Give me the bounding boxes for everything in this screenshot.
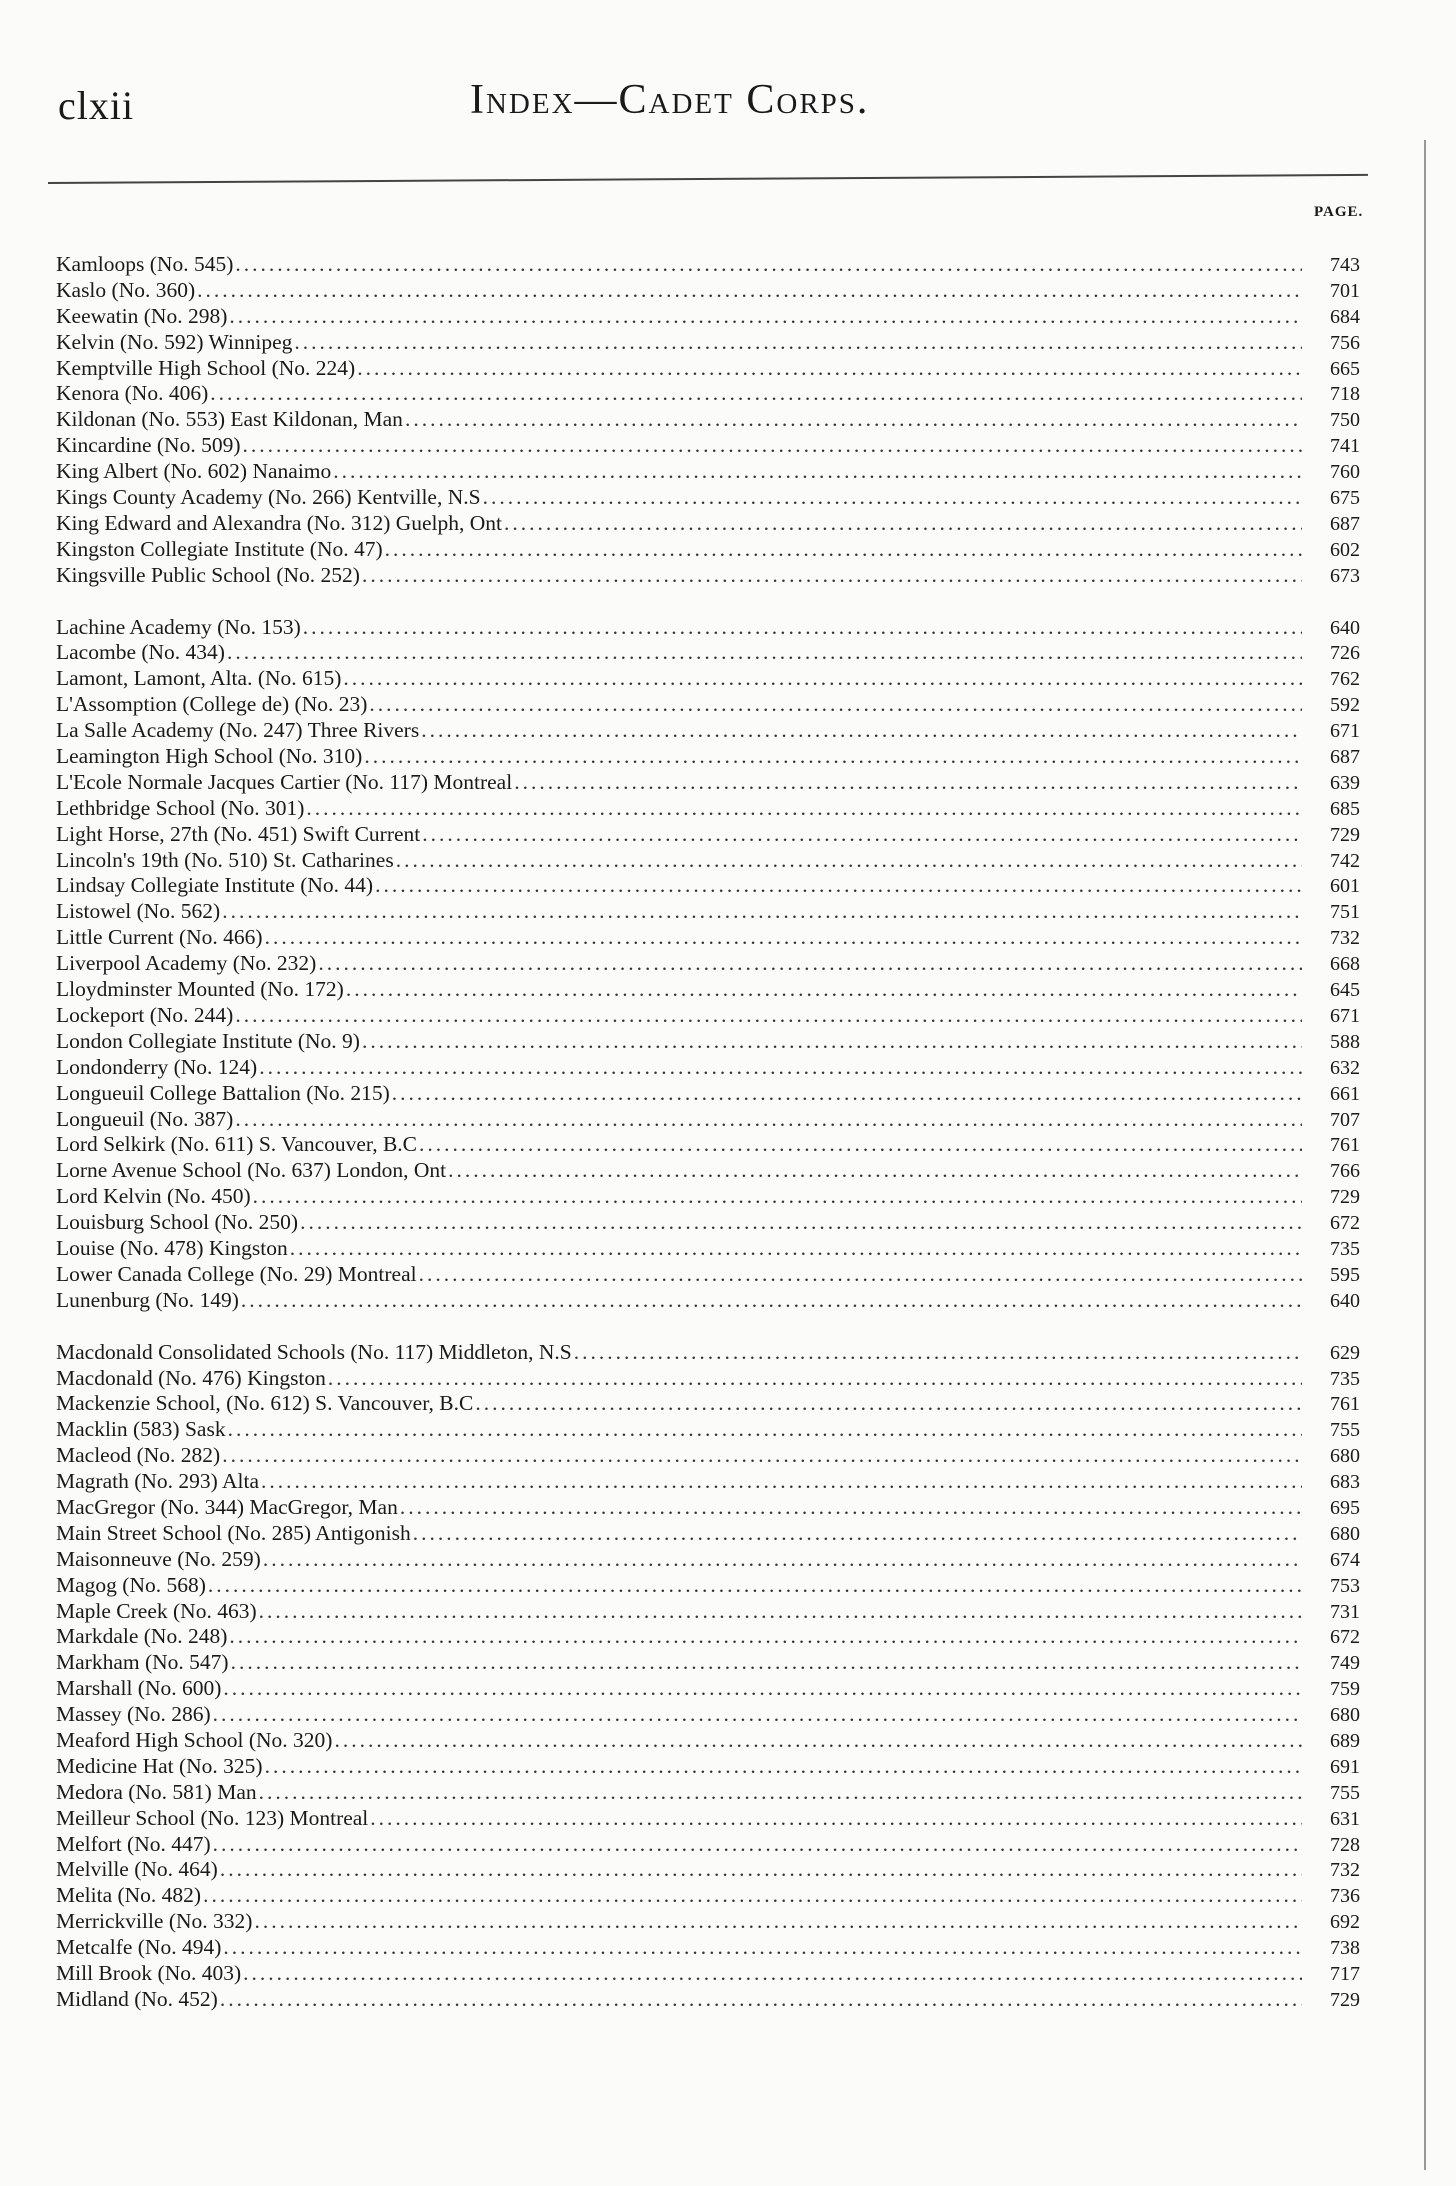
dot-leader (385, 537, 1302, 563)
index-entry (56, 615, 1360, 641)
entry-page-number: 755 (1330, 1781, 1360, 1804)
entry-name: Lorne Avenue School (No. 637) London, Ont (56, 1158, 447, 1183)
index-entry (56, 744, 1360, 770)
entry-page-number: 632 (1330, 1056, 1360, 1079)
entry-name: Lord Kelvin (No. 450) (56, 1184, 251, 1209)
entry-page-number: 759 (1330, 1678, 1360, 1701)
index-entry (56, 537, 1360, 563)
dot-leader (243, 1961, 1302, 1987)
dot-leader (514, 770, 1302, 796)
dot-leader (290, 1236, 1302, 1262)
page-title: Index—Cadet Corps. (470, 77, 870, 123)
index-entry (56, 1676, 1360, 1702)
entry-page-number: 750 (1330, 409, 1360, 432)
entry-page-number: 726 (1330, 642, 1360, 665)
entry-page-number: 673 (1330, 564, 1360, 587)
entry-name: MacGregor (No. 344) MacGregor, Man (56, 1494, 398, 1519)
entry-page-number: 753 (1330, 1574, 1360, 1597)
entry-page-number: 672 (1330, 1212, 1360, 1235)
entry-page-number: 761 (1330, 1134, 1360, 1157)
entry-page-number: 701 (1330, 279, 1360, 302)
entry-name: Markham (No. 547) (56, 1650, 229, 1675)
entry-name: Lower Canada College (No. 29) Montreal (56, 1261, 417, 1286)
entry-page-number: 751 (1330, 901, 1360, 924)
dot-leader (483, 485, 1302, 511)
entry-name: Kamloops (No. 545) (56, 252, 234, 276)
index-entry (56, 1469, 1360, 1495)
entry-name: Markdale (No. 248) (56, 1624, 228, 1649)
index-entry (56, 1754, 1360, 1780)
entry-page-number: 766 (1330, 1160, 1360, 1183)
dot-leader (223, 1935, 1302, 1961)
dot-leader (241, 1288, 1302, 1314)
index-entry (56, 899, 1360, 925)
entry-name: Lamont, Lamont, Alta. (No. 615) (56, 666, 342, 691)
index-entry (56, 1573, 1360, 1599)
entry-name: Kildonan (No. 553) East Kildonan, Man (56, 407, 403, 432)
page-number: clxii (58, 83, 135, 128)
entry-page-number: 640 (1330, 1289, 1360, 1312)
entry-page-number: 691 (1330, 1755, 1360, 1778)
entry-name: Melita (No. 482) (56, 1883, 202, 1908)
entry-page-number: 661 (1330, 1082, 1360, 1105)
dot-leader (504, 511, 1302, 537)
entry-page-number: 755 (1330, 1419, 1360, 1442)
entry-name: Macleod (No. 282) (56, 1443, 221, 1468)
entry-name: Medicine Hat (No. 325) (56, 1753, 263, 1778)
dot-leader (259, 1055, 1302, 1081)
entry-page-number: 742 (1330, 849, 1360, 872)
dot-leader (318, 951, 1302, 977)
entry-name: Massey (No. 286) (56, 1702, 211, 1727)
entry-page-number: 592 (1330, 694, 1360, 717)
entry-name: Kingsville Public School (No. 252) (56, 562, 360, 587)
index-entry (56, 1624, 1360, 1650)
dot-leader (220, 1987, 1302, 2013)
entry-name: Kingston Collegiate Institute (No. 47) (56, 536, 383, 561)
index-entry (56, 873, 1360, 899)
index-entry (56, 252, 1360, 278)
entry-name: Magog (No. 568) (56, 1572, 206, 1597)
index-entry (56, 330, 1360, 356)
entry-name: L'Assomption (College de) (No. 23) (56, 692, 368, 717)
dot-leader (392, 1081, 1302, 1107)
entry-page-number: 680 (1330, 1522, 1360, 1545)
entry-page-number: 680 (1330, 1445, 1360, 1468)
entry-name: La Salle Academy (No. 247) Three Rivers (56, 718, 420, 743)
index-entry (56, 640, 1360, 666)
entry-page-number: 735 (1330, 1367, 1360, 1390)
index-entry (56, 381, 1360, 407)
entry-name: Maisonneuve (No. 259) (56, 1546, 261, 1571)
index-entry (56, 1132, 1360, 1158)
dot-leader (203, 1883, 1302, 1909)
dot-leader (405, 407, 1302, 433)
entry-name: Kaslo (No. 360) (56, 277, 196, 302)
dot-leader (475, 1391, 1302, 1417)
page-column-label: PAGE. (1314, 204, 1364, 220)
index-entry (56, 356, 1360, 382)
entry-name: Lachine Academy (No. 153) (56, 614, 301, 639)
dot-leader (227, 640, 1302, 666)
entry-name: King Albert (No. 602) Nanaimo (56, 459, 332, 484)
entry-name: Main Street School (No. 285) Antigonish (56, 1520, 411, 1545)
entry-name: Metcalfe (No. 494) (56, 1935, 222, 1960)
dot-leader (223, 1676, 1302, 1702)
dot-leader (235, 252, 1302, 278)
entry-page-number: 640 (1330, 616, 1360, 639)
index-entry (56, 1521, 1360, 1547)
entry-name: Magrath (No. 293) Alta (56, 1469, 260, 1494)
entry-page-number: 729 (1330, 1186, 1360, 1209)
index-entry (56, 1003, 1360, 1029)
entry-name: Maple Creek (No. 463) (56, 1598, 257, 1623)
entry-page-number: 684 (1330, 305, 1360, 328)
index-entry (56, 1210, 1360, 1236)
entry-page-number: 602 (1330, 538, 1360, 561)
entry-name: Meilleur School (No. 123) Montreal (56, 1805, 369, 1830)
entry-page-number: 718 (1330, 383, 1360, 406)
dot-leader (419, 1262, 1302, 1288)
entry-page-number: 692 (1330, 1911, 1360, 1934)
dot-leader (300, 1210, 1302, 1236)
index-entry (56, 1340, 1360, 1366)
entry-name: Longueuil College Battalion (No. 215) (56, 1080, 390, 1105)
index-entry (56, 1650, 1360, 1676)
entry-page-number: 685 (1330, 797, 1360, 820)
index-entry (56, 1909, 1360, 1935)
index-entry (56, 666, 1360, 692)
index-entry (56, 1184, 1360, 1210)
dot-leader (229, 304, 1302, 330)
index-entry (56, 278, 1360, 304)
dot-leader (328, 1366, 1302, 1392)
dot-leader (421, 718, 1302, 744)
entry-page-number: 689 (1330, 1729, 1360, 1752)
dot-leader (220, 1857, 1302, 1883)
dot-leader (197, 278, 1302, 304)
index-entry (56, 1391, 1360, 1417)
dot-leader (254, 1909, 1302, 1935)
dot-leader (364, 744, 1302, 770)
index-entry (56, 1883, 1360, 1909)
entry-page-number: 595 (1330, 1263, 1360, 1286)
entry-page-number: 743 (1330, 254, 1360, 276)
dot-leader (263, 1547, 1302, 1573)
index-entry (56, 563, 1360, 589)
entry-page-number: 695 (1330, 1496, 1360, 1519)
dot-leader (265, 925, 1302, 951)
index-entry (56, 1288, 1360, 1314)
dot-leader (210, 381, 1302, 407)
entry-page-number: 729 (1330, 823, 1360, 846)
dot-leader (235, 1107, 1302, 1133)
entry-name: Macdonald Consolidated Schools (No. 117) Middleton, N.S (56, 1339, 572, 1364)
dot-leader (265, 1754, 1302, 1780)
entry-name: Macklin (583) Sask (56, 1417, 226, 1442)
entry-name: Louisburg School (No. 250) (56, 1210, 299, 1235)
index-entry (56, 1780, 1360, 1806)
dot-leader (253, 1184, 1302, 1210)
entry-name: Little Current (No. 466) (56, 925, 263, 950)
entry-name: Keewatin (No. 298) (56, 303, 228, 328)
entry-page-number: 639 (1330, 771, 1360, 794)
entry-page-number: 588 (1330, 1030, 1360, 1053)
dot-leader (222, 899, 1302, 925)
entry-name: Louise (No. 478) Kingston (56, 1235, 288, 1260)
entry-name: Meaford High School (No. 320) (56, 1727, 333, 1752)
index-entry (56, 692, 1360, 718)
entry-name: Marshall (No. 600) (56, 1676, 222, 1701)
dot-leader (362, 1029, 1302, 1055)
index-entry (56, 1702, 1360, 1728)
entry-page-number: 741 (1330, 435, 1360, 458)
dot-leader (343, 666, 1302, 692)
section-gap (56, 1314, 1360, 1340)
entry-page-number: 675 (1330, 487, 1360, 510)
entry-name: Lacombe (No. 434) (56, 640, 225, 665)
entry-name: Listowel (No. 562) (56, 899, 221, 924)
entry-name: Mackenzie School, (No. 612) S. Vancouver, B.C (56, 1391, 474, 1416)
entry-page-number: 738 (1330, 1937, 1360, 1960)
dot-leader (574, 1340, 1302, 1366)
entry-page-number: 629 (1330, 1341, 1360, 1364)
dot-leader (306, 796, 1302, 822)
entry-page-number: 631 (1330, 1807, 1360, 1830)
index-entry (56, 1806, 1360, 1832)
entry-name: Medora (No. 581) Man (56, 1779, 257, 1804)
index-entry (56, 407, 1360, 433)
entry-page-number: 671 (1330, 1004, 1360, 1027)
entry-page-number: 732 (1330, 927, 1360, 950)
entry-name: Lloydminster Mounted (No. 172) (56, 977, 344, 1002)
index-entry (56, 718, 1360, 744)
entry-page-number: 668 (1330, 953, 1360, 976)
entry-page-number: 736 (1330, 1885, 1360, 1908)
entry-name: Liverpool Academy (No. 232) (56, 951, 317, 976)
entry-page-number: 729 (1330, 1988, 1360, 2011)
entry-page-number: 707 (1330, 1108, 1360, 1131)
dot-leader (242, 433, 1302, 459)
index-entry (56, 1236, 1360, 1262)
index-entry (56, 433, 1360, 459)
entry-name: Lindsay Collegiate Institute (No. 44) (56, 873, 374, 898)
dot-leader (362, 563, 1302, 589)
dot-leader (357, 356, 1302, 382)
index-entry (56, 1857, 1360, 1883)
index-entry (56, 1599, 1360, 1625)
entry-name: Londonderry (No. 124) (56, 1054, 258, 1079)
section-gap (56, 589, 1360, 615)
index-entry (56, 1443, 1360, 1469)
header-rule (48, 174, 1368, 184)
dot-leader (303, 615, 1302, 641)
index-entry (56, 1417, 1360, 1443)
index-entry (56, 951, 1360, 977)
entry-name: Lethbridge School (No. 301) (56, 795, 305, 820)
index-entry (56, 459, 1360, 485)
dot-leader (235, 1003, 1302, 1029)
dot-leader (413, 1521, 1302, 1547)
index-list (56, 252, 1360, 2013)
entry-name: Midland (No. 452) (56, 1986, 218, 2011)
index-entry (56, 770, 1360, 796)
entry-name: Melville (No. 464) (56, 1857, 218, 1882)
entry-page-number: 683 (1330, 1471, 1360, 1494)
dot-leader (208, 1573, 1302, 1599)
entry-page-number: 645 (1330, 979, 1360, 1002)
index-entry (56, 822, 1360, 848)
dot-leader (231, 1650, 1302, 1676)
entry-name: L'Ecole Normale Jacques Cartier (No. 117) Montreal (56, 769, 513, 794)
entry-page-number: 717 (1330, 1963, 1360, 1985)
entry-name: Light Horse, 27th (No. 451) Swift Current (56, 821, 421, 846)
index-entry (56, 1987, 1360, 2013)
entry-page-number: 680 (1330, 1704, 1360, 1727)
dot-leader (228, 1417, 1302, 1443)
index-entry (56, 977, 1360, 1003)
index-entry (56, 796, 1360, 822)
index-entry (56, 1366, 1360, 1392)
entry-name: London Collegiate Institute (No. 9) (56, 1028, 360, 1053)
index-entry (56, 1961, 1360, 1987)
dot-leader (448, 1158, 1302, 1184)
index-entry (56, 304, 1360, 330)
entry-name: Lincoln's 19th (No. 510) St. Catharines (56, 847, 394, 872)
dot-leader (333, 459, 1302, 485)
entry-page-number: 762 (1330, 668, 1360, 691)
index-entry (56, 485, 1360, 511)
page-edge-line (1424, 140, 1426, 2170)
dot-leader (213, 1832, 1302, 1858)
entry-page-number: 756 (1330, 331, 1360, 354)
entry-name: Lunenburg (No. 149) (56, 1287, 239, 1312)
dot-leader (419, 1132, 1302, 1158)
dot-leader (294, 330, 1302, 356)
entry-name: Macdonald (No. 476) Kingston (56, 1365, 326, 1390)
dot-leader (346, 977, 1302, 1003)
entry-name: Lockeport (No. 244) (56, 1002, 234, 1027)
index-entry (56, 1728, 1360, 1754)
entry-name: Longueuil (No. 387) (56, 1106, 234, 1131)
entry-name: Kemptville High School (No. 224) (56, 355, 356, 380)
dot-leader (369, 692, 1302, 718)
index-entry (56, 1029, 1360, 1055)
entry-name: Kelvin (No. 592) Winnipeg (56, 329, 293, 354)
index-entry (56, 1081, 1360, 1107)
entry-page-number: 731 (1330, 1600, 1360, 1623)
entry-name: Kincardine (No. 509) (56, 433, 241, 458)
entry-page-number: 749 (1330, 1652, 1360, 1675)
index-entry (56, 1262, 1360, 1288)
entry-name: King Edward and Alexandra (No. 312) Guelph, Ont (56, 510, 503, 535)
entry-page-number: 735 (1330, 1237, 1360, 1260)
index-entry (56, 1158, 1360, 1184)
index-entry (56, 511, 1360, 537)
dot-leader (259, 1780, 1302, 1806)
dot-leader (375, 873, 1302, 899)
index-entry (56, 1547, 1360, 1573)
dot-leader (370, 1806, 1302, 1832)
index-entry (56, 1832, 1360, 1858)
entry-name: Melfort (No. 447) (56, 1831, 211, 1856)
dot-leader (213, 1702, 1302, 1728)
entry-page-number: 674 (1330, 1548, 1360, 1571)
entry-name: Kings County Academy (No. 266) Kentville, N.S (56, 485, 481, 510)
dot-leader (422, 822, 1302, 848)
index-entry (56, 1935, 1360, 1961)
entry-page-number: 761 (1330, 1393, 1360, 1416)
index-entry (56, 1107, 1360, 1133)
index-entry (56, 848, 1360, 874)
dot-leader (334, 1728, 1302, 1754)
entry-page-number: 728 (1330, 1833, 1360, 1856)
entry-page-number: 672 (1330, 1626, 1360, 1649)
dot-leader (222, 1443, 1302, 1469)
entry-page-number: 732 (1330, 1859, 1360, 1882)
dot-leader (396, 848, 1302, 874)
dot-leader (261, 1469, 1302, 1495)
entry-page-number: 665 (1330, 357, 1360, 380)
dot-leader (400, 1495, 1302, 1521)
entry-page-number: 687 (1330, 746, 1360, 769)
entry-page-number: 671 (1330, 720, 1360, 743)
dot-leader (229, 1624, 1302, 1650)
entry-page-number: 601 (1330, 875, 1360, 898)
entry-page-number: 687 (1330, 512, 1360, 535)
index-entry (56, 925, 1360, 951)
entry-name: Lord Selkirk (No. 611) S. Vancouver, B.C (56, 1132, 418, 1157)
entry-name: Leamington High School (No. 310) (56, 744, 363, 769)
entry-name: Kenora (No. 406) (56, 381, 209, 406)
index-entry (56, 1055, 1360, 1081)
entry-page-number: 760 (1330, 461, 1360, 484)
entry-name: Merrickville (No. 332) (56, 1909, 253, 1934)
dot-leader (259, 1599, 1302, 1625)
index-entry (56, 1495, 1360, 1521)
entry-name: Mill Brook (No. 403) (56, 1961, 242, 1985)
